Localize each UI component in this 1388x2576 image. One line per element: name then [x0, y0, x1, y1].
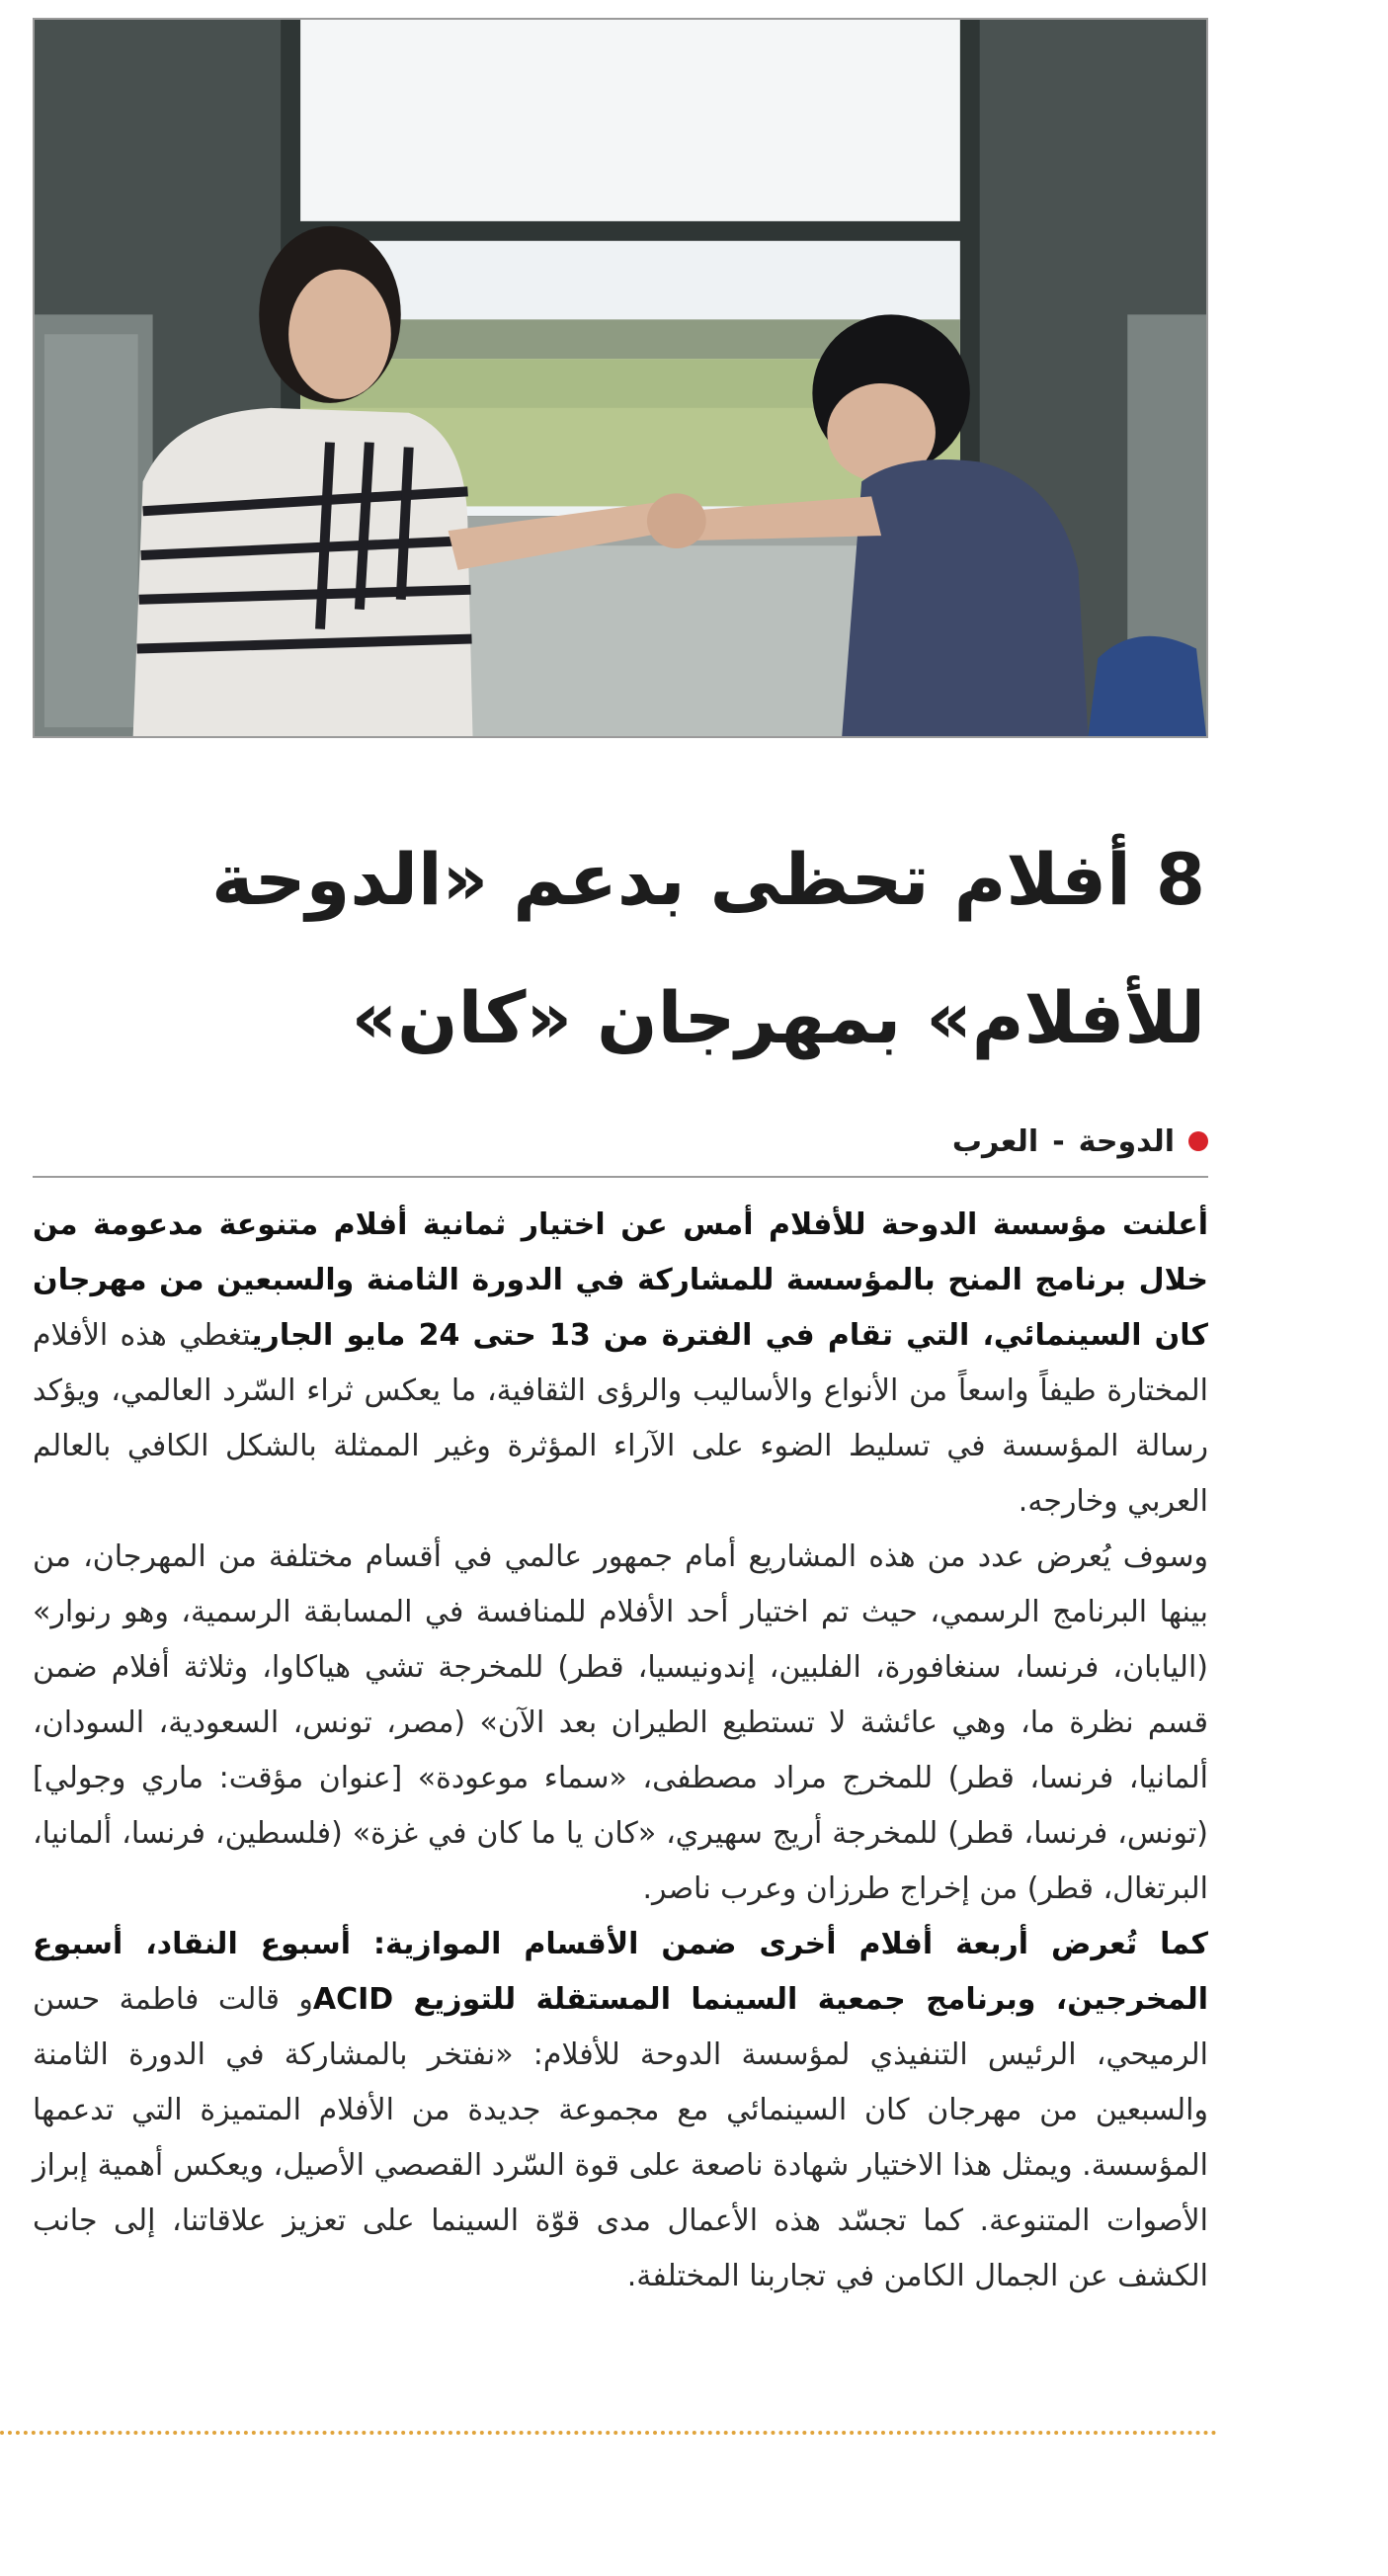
page-dotted-divider: [0, 2431, 1217, 2435]
paragraph-lead: كما تُعرض أربعة أفلام أخرى ضمن الأقسام الموازية: أسبوع النقاد، أسبوع المخرجين، وبرنامج جمعية السينما المستقلة للتوزيع ACID: [33, 1927, 1208, 2017]
dateline-separator: -: [1052, 1123, 1065, 1159]
dateline-city: الدوحة: [1078, 1123, 1175, 1159]
paragraph-text: و قالت فاطمة حسن الرميحي، الرئيس التنفيذي لمؤسسة الدوحة للأفلام: «نفتخر بالمشاركة في الدورة الثامنة والسبعين من مهرجان كان السينمائي مع مجموعة جديدة من الأفلام المتميزة التي تدعمها المؤسسة. ويمثل هذا الاختيار شهادة ناصعة على قوة السّرد القصصي الأصيل، ويعكس أهمية إبراز الأصوات المتنوعة. كما تجسّد هذه الأعمال مدى قوّة السينما على تعزيز علاقاتنا، إلى جانب الكشف عن الجمال الكامن في تجاربنا المختلفة.: [33, 1982, 1208, 2293]
paragraph-text: وسوف يُعرض عدد من هذه المشاريع أمام جمهور عالمي في أقسام مختلفة من المهرجان، من بينها البرنامج الرسمي، حيث تم اختيار أحد الأفلام للمنافسة في المسابقة الرسمية، وهو رنوار» (اليابان، فرنسا، سنغافورة، الفلبين، إندونيسيا، قطر) للمخرجة تشي هياكاوا، وثلاثة أفلام ضمن قسم نظرة ما، وهي عائشة لا تستطيع الطيران بعد الآن» (مصر، تونس، السعودية، السودان، ألمانيا، فرنسا، قطر) للمخرج مراد مصطفى، «سماء موعودة» [عنوان مؤقت: ماري وجولي] (تونس، فرنسا، قطر) للمخرجة أريج سهيري، «كان يا ما كان في غزة» (فلسطين، فرنسا، ألمانيا، البرتغال، قطر) من إخراج طرزان وعرب ناصر.: [33, 1539, 1208, 1906]
photo-illustration: [35, 20, 1206, 736]
article-paragraph: [33, 1198, 1208, 1530]
dateline-divider: [33, 1176, 1208, 1178]
article-paragraph: [33, 1530, 1208, 1917]
paragraph-lead: أعلنت مؤسسة الدوحة للأفلام أمس عن اختيار ثمانية أفلام متنوعة مدعومة من خلال برنامج المنح بالمؤسسة للمشاركة في الدورة الثامنة والسبعين من مهرجان كان السينمائي، التي تقام في الفترة من 13 حتى 24 مايو الجاري: [33, 1207, 1208, 1353]
dateline-source: العرب: [951, 1123, 1039, 1159]
article-body: [33, 1198, 1208, 2304]
article-headline: 8 أفلام تحظى بدعم «الدوحة للأفلام» بمهرجان «كان»: [211, 838, 1205, 1059]
article-photo: [33, 18, 1208, 738]
article-dateline: [952, 1112, 1208, 1171]
bullet-dot-icon: [1188, 1131, 1208, 1151]
paragraph-text: تغطي هذه الأفلام المختارة طيفاً واسعاً من الأنواع والأساليب والرؤى الثقافية، ما يعكس ثراء السّرد العالمي، ويؤكد رسالة المؤسسة في تسليط الضوء على الآراء المؤثرة وغير الممثلة بالشكل الكافي بالعالم العربي وخارجه.: [33, 1318, 1208, 1519]
article-paragraph: [33, 1917, 1208, 2304]
